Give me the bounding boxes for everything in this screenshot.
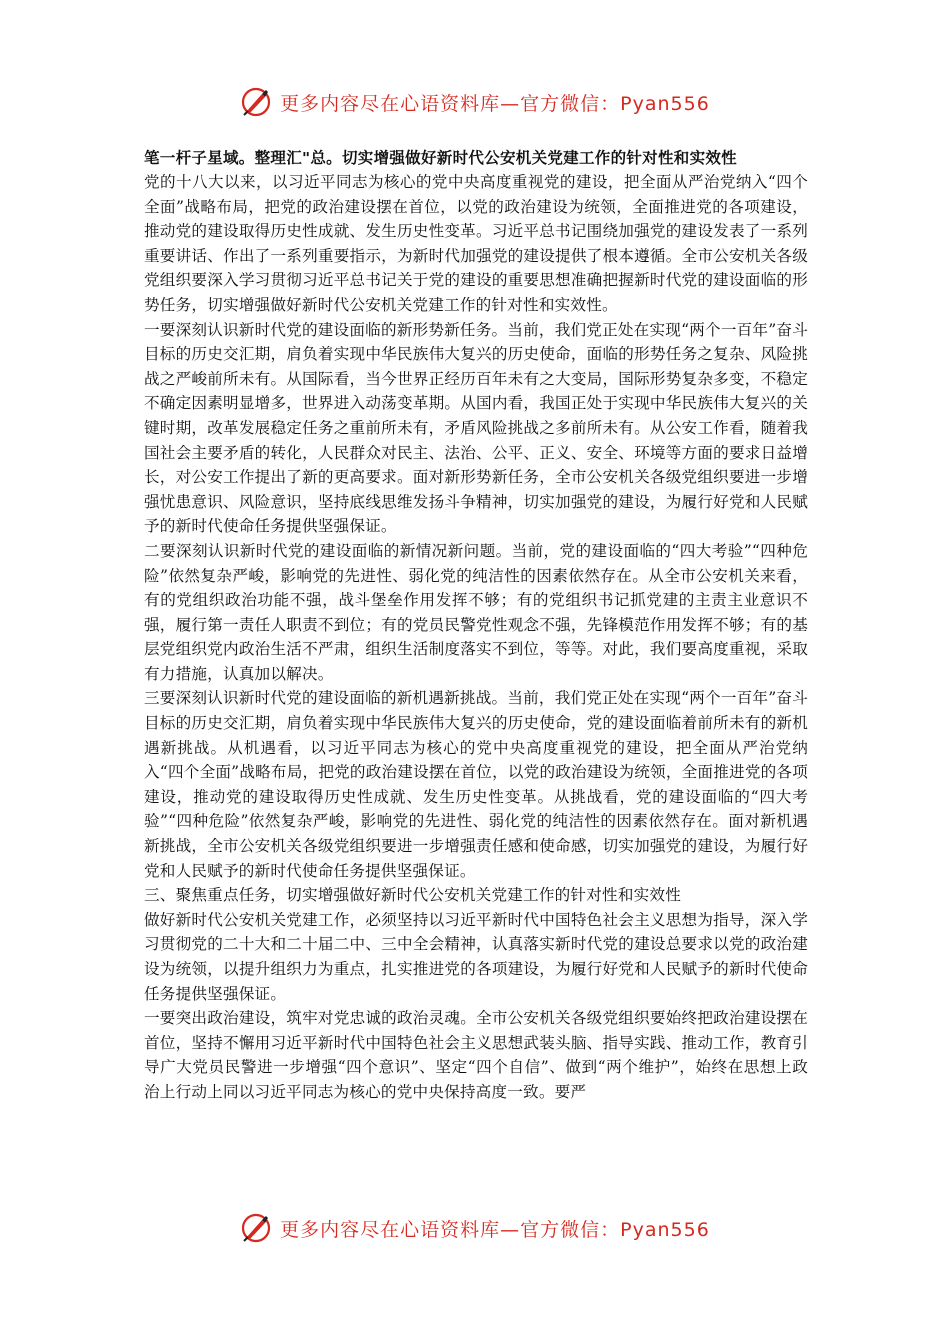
watermark-text: 更多内容尽在心语资料库—官方微信：Pyan556	[280, 92, 710, 115]
paragraph: 一要深刻认识新时代党的建设面临的新形势新任务。当前，我们党正处在实现“两个一百年”奋斗目标的历史交汇期，肩负着实现中华民族伟大复兴的历史使命，面临的形势任务之复杂、风险挑战之严峻前所未有。从国际看，当今世界正经历百年未有之大变局，国际形势复杂多变，不稳定不确定因素明显增多，世界进入动荡变革期。从国内看，我国正处于实现中华民族伟大复兴的关键时期，改革发展稳定任务之重前所未有，矛盾风险挑战之多前所未有。从公安工作看，随着我国社会主要矛盾的转化，人民群众对民主、法治、公平、正义、安全、环境等方面的要求日益增长，对公安工作提出了新的更高要求。面对新形势新任务，全市公安机关各级党组织要进一步增强忧患意识、风险意识，坚持底线思维发扬斗争精神，切实加强党的建设，为履行好党和人民赋予的新时代使命任务提供坚强保证。	[144, 320, 808, 536]
watermark-text: 更多内容尽在心语资料库—官方微信：Pyan556	[280, 1218, 710, 1241]
paragraph: 一要突出政治建设，筑牢对党忠诚的政治灵魂。全市公安机关各级党组织要始终把政治建设摆在首位，坚持不懈用习近平新时代中国特色社会主义思想武装头脑、指导实践、推动工作，教育引导广大党员民警进一步增强“四个意识”、坚定“四个自信”、做到“两个维护”，始终在思想上政治上行动上同以习近平同志为核心的党中央保持高度一致。要严	[144, 1009, 808, 1101]
footer-watermark-banner	[0, 1208, 950, 1248]
section-heading: 三、聚焦重点任务，切实增强做好新时代公安机关党建工作的针对性和实效性	[144, 886, 681, 905]
document-body	[144, 146, 808, 1105]
paragraph: 党的十八大以来，以习近平同志为核心的党中央高度重视党的建设，把全面从严治党纳入“四个全面”战略布局，把党的政治建设摆在首位，以党的政治建设为统领，全面推进党的各项建设，推动党的建设取得历史性成就、发生历史性变革。习近平总书记围绕加强党的建设发表了一系列重要讲话、作出了一系列重要指示，为新时代加强党的建设提供了根本遵循。全市公安机关各级党组织要深入学习贯彻习近平总书记关于党的建设的重要思想准确把握新时代党的建设面临的形势任务，切实增强做好新时代公安机关党建工作的针对性和实效性。	[144, 173, 808, 314]
document-title: 笔一杆子星域。整理汇"总。切实增强做好新时代公安机关党建工作的针对性和实效性	[144, 149, 737, 167]
pen-logo-icon	[240, 1212, 272, 1244]
paragraph: 三要深刻认识新时代党的建设面临的新机遇新挑战。当前，我们党正处在实现“两个一百年”奋斗目标的历史交汇期，肩负着实现中华民族伟大复兴的历史使命，党的建设面临着前所未有的新机遇新挑战。从机遇看，以习近平同志为核心的党中央高度重视党的建设，把全面从严治党纳入“四个全面”战略布局，把党的政治建设摆在首位，以党的政治建设为统领，全面推进党的各项建设，推动党的建设取得历史性成就、发生历史性变革。从挑战看，党的建设面临的“四大考验”“四种危险”依然复杂严峻，影响党的先进性、弱化党的纯洁性的因素依然存在。面对新机遇新挑战，全市公安机关各级党组织要进一步增强责任感和使命感，切实加强党的建设，为履行好党和人民赋予的新时代使命任务提供坚强保证。	[144, 689, 808, 880]
header-watermark-banner	[0, 82, 950, 122]
paragraph: 做好新时代公安机关党建工作，必须坚持以习近平新时代中国特色社会主义思想为指导，深入学习贯彻党的二十大和二十届二中、三中全会精神，认真落实新时代党的建设总要求以党的政治建设为统领，以提升组织力为重点，扎实推进党的各项建设，为履行好党和人民赋予的新时代使命任务提供坚强保证。	[144, 910, 808, 1003]
pen-logo-icon	[240, 86, 272, 118]
paragraph: 二要深刻认识新时代党的建设面临的新情况新问题。当前，党的建设面临的“四大考验”“四种危险”依然复杂严峻，影响党的先进性、弱化党的纯洁性的因素依然存在。从全市公安机关来看，有的党组织政治功能不强，战斗堡垒作用发挥不够；有的党组织书记抓党建的主责主业意识不强，履行第一责任人职责不到位；有的党员民警党性观念不强，先锋模范作用发挥不够；有的基层党组织党内政治生活不严肃，组织生活制度落实不到位，等等。对此，我们要高度重视，采取有力措施，认真加以解决。	[144, 541, 808, 683]
